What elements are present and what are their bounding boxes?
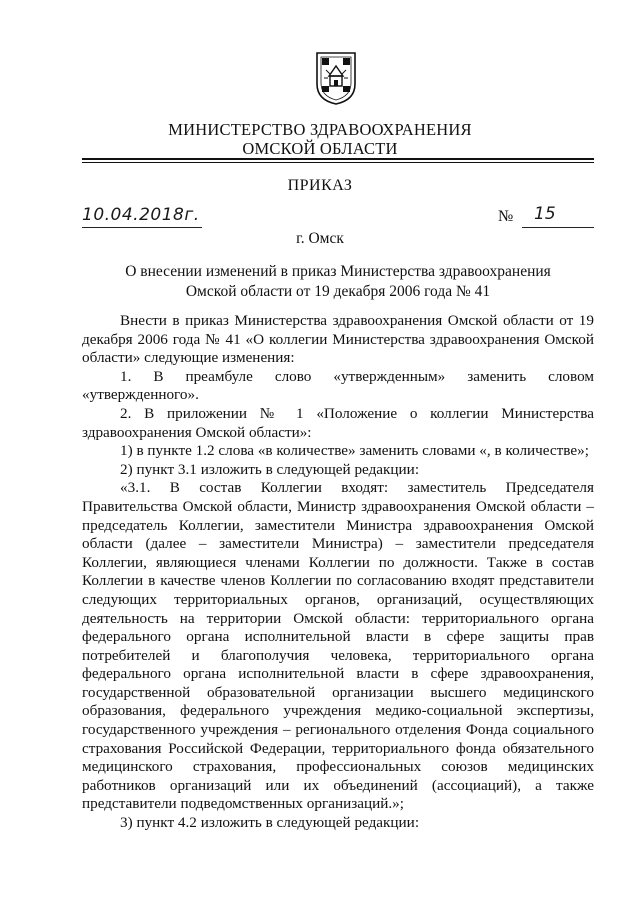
body-item-2: 2. В приложении № 1 «Положение о коллегии Министерства здравоохранения Омской области»: — [82, 404, 594, 441]
ministry-name-line1: МИНИСТЕРСТВО ЗДРАВООХРАНЕНИЯ — [168, 120, 472, 139]
document-number: 15 — [534, 204, 556, 224]
document-type: ПРИКАЗ — [287, 177, 353, 194]
subject-line2: Омской области от 19 декабря 2006 года № 41 — [185, 283, 491, 300]
subject-line1: О внесении изменений в приказ Министерства здравоохранения — [125, 263, 551, 280]
document-body — [82, 312, 594, 833]
body-item-1: 1. В преамбуле слово «утвержденным» заменить словом «утвержденного». — [82, 367, 594, 404]
coat-of-arms-icon — [314, 50, 358, 106]
ministry-name-line2: ОМСКОЙ ОБЛАСТИ — [242, 139, 398, 158]
city: г. Омск — [296, 230, 344, 247]
document-date: 10.04.2018г. — [82, 205, 200, 225]
body-item-2-1: 1) в пункте 1.2 слова «в количестве» заменить словами «, в количестве»; — [120, 442, 589, 460]
body-item-2-2: 2) пункт 3.1 изложить в следующей редакции: — [120, 460, 420, 478]
body-item-2-3: 3) пункт 4.2 изложить в следующей редакции: — [120, 814, 420, 832]
body-intro: Внести в приказ Министерства здравоохранения Омской области от 19 декабря 2006 года № 41 «О коллегии Министерства здравоохранения Омской области» следующие изменения: — [82, 312, 594, 367]
document-subject — [82, 262, 594, 302]
date-underline — [82, 227, 202, 228]
number-sign: № — [498, 208, 514, 225]
body-quote-3-1: «3.1. В состав Коллегии входят: заместитель Председателя Правительства Омской области, Министр здравоохранения Омской области – председатель Коллегии, заместители Министра здравоохранения Омской области (далее – заместители Министра) – заместители председателя Коллегии, являющиеся членами Коллегии по должности. Также в состав Коллегии в качестве членов Коллегии по согласованию входят представители следующих территориальных органов, организаций, осуществляющих деятельность на территории Омской области: территориального органа федерального органа исполнительной власти в сфере защиты прав потребителей и благополучия человека, территориального органа федерального органа исполнительной власти в сфере здравоохранения, государственной образовательной организации высшего медицинского образования, федерального учреждения медико-социальной экспертизы, государственного учреждения – регионального отделения Фонда социального страхования Российской Федерации, территориального фонда обязательного медицинского страхования, профессиональных союзов медицинских работников организаций или их объединений (ассоциаций), а также представители подведомственных организаций.»; — [82, 479, 594, 813]
number-underline — [522, 227, 594, 228]
header-rule-thin — [82, 162, 594, 163]
header-rule-thick — [82, 158, 594, 160]
